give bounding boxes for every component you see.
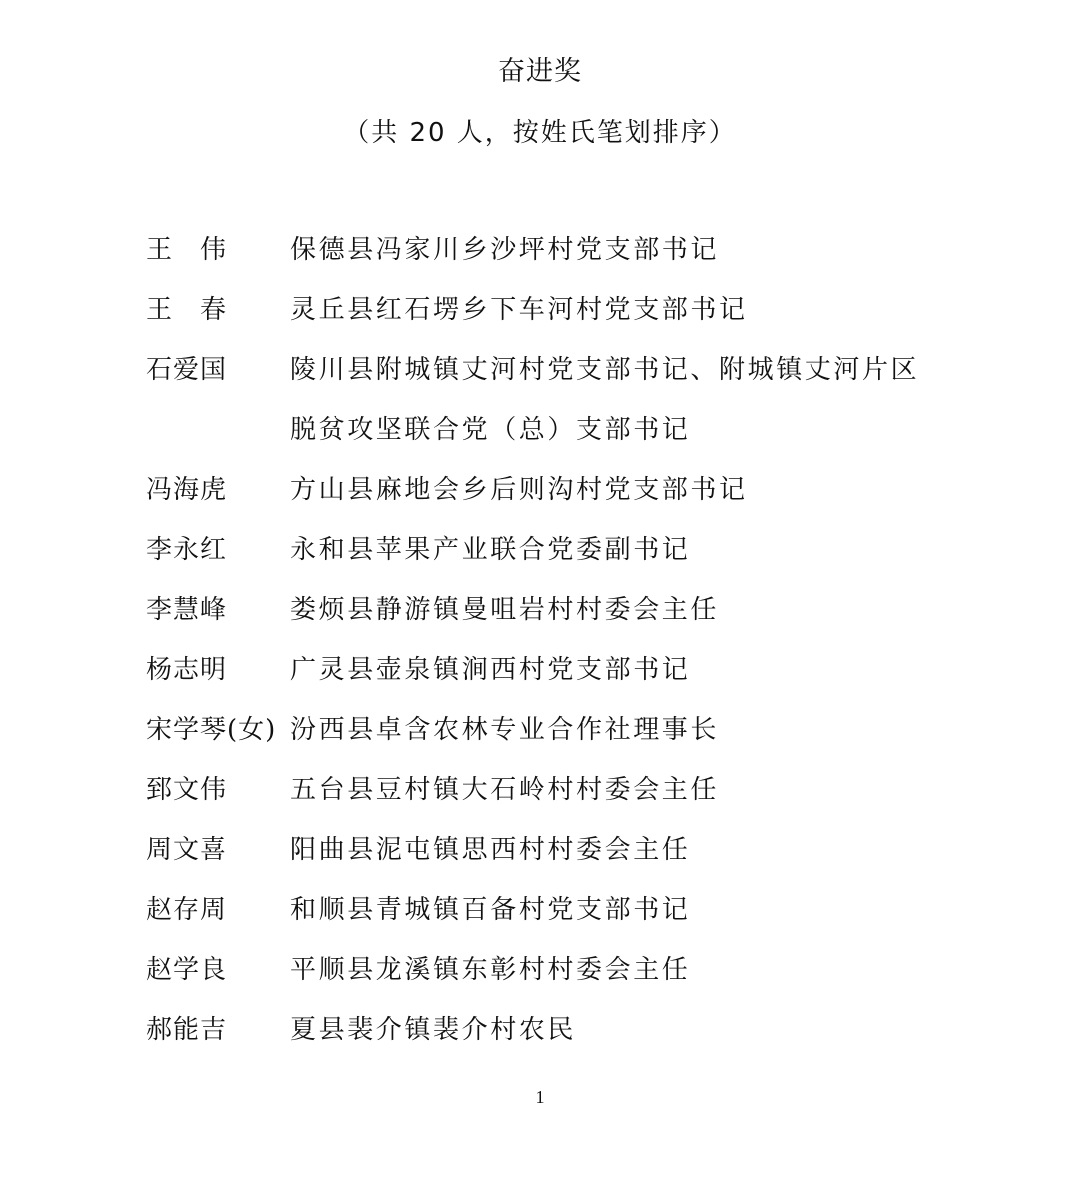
- person-position: 永和县苹果产业联合党委副书记: [290, 535, 691, 565]
- person-position: 陵川县附城镇丈河村党支部书记、附城镇丈河片区: [290, 355, 920, 385]
- person-name: 郝能吉: [146, 1015, 228, 1045]
- person-name: 李永红: [146, 535, 228, 565]
- list-item: [0, 650, 1080, 710]
- page-number: 1: [535, 1087, 545, 1107]
- person-name: 冯海虎: [146, 475, 228, 505]
- list-item: [0, 950, 1080, 1010]
- person-position: 保德县冯家川乡沙坪村党支部书记: [290, 235, 720, 265]
- list-item: [0, 290, 1080, 350]
- person-position: 汾西县卓含农林专业合作社理事长: [290, 715, 720, 745]
- award-subtitle: （共 20 人，按姓氏笔划排序）: [343, 118, 737, 148]
- list-item: [0, 350, 1080, 470]
- person-name: 杨志明: [146, 655, 228, 685]
- person-position-continued: 脱贫攻坚联合党（总）支部书记: [290, 415, 691, 445]
- person-position: 五台县豆村镇大石岭村村委会主任: [290, 775, 720, 805]
- list-item: [0, 710, 1080, 770]
- person-position: 夏县裴介镇裴介村农民: [290, 1015, 577, 1045]
- list-item: [0, 1010, 1080, 1070]
- list-item: [0, 590, 1080, 650]
- list-item: [0, 830, 1080, 890]
- list-item: [0, 470, 1080, 530]
- person-name: 石爱国: [146, 355, 228, 385]
- person-name: 王 春: [146, 295, 228, 325]
- list-item: [0, 890, 1080, 950]
- person-position: 方山县麻地会乡后则沟村党支部书记: [290, 475, 748, 505]
- person-position: 平顺县龙溪镇东彰村村委会主任: [290, 955, 691, 985]
- list-item: [0, 230, 1080, 290]
- person-name: 郅文伟: [146, 775, 228, 805]
- award-title: 奋进奖: [498, 56, 582, 87]
- person-name: 周文喜: [146, 835, 228, 865]
- person-name: 赵学良: [146, 955, 228, 985]
- person-position: 和顺县青城镇百备村党支部书记: [290, 895, 691, 925]
- list-item: [0, 770, 1080, 830]
- person-name: 宋学琴(女): [146, 715, 277, 745]
- person-name: 王 伟: [146, 235, 228, 265]
- person-position: 广灵县壶泉镇涧西村党支部书记: [290, 655, 691, 685]
- person-position: 阳曲县泥屯镇思西村村委会主任: [290, 835, 691, 865]
- person-name: 赵存周: [146, 895, 228, 925]
- person-name: 李慧峰: [146, 595, 228, 625]
- person-position: 灵丘县红石塄乡下车河村党支部书记: [290, 295, 748, 325]
- list-item: [0, 530, 1080, 590]
- person-position: 娄烦县静游镇曼咀岩村村委会主任: [290, 595, 720, 625]
